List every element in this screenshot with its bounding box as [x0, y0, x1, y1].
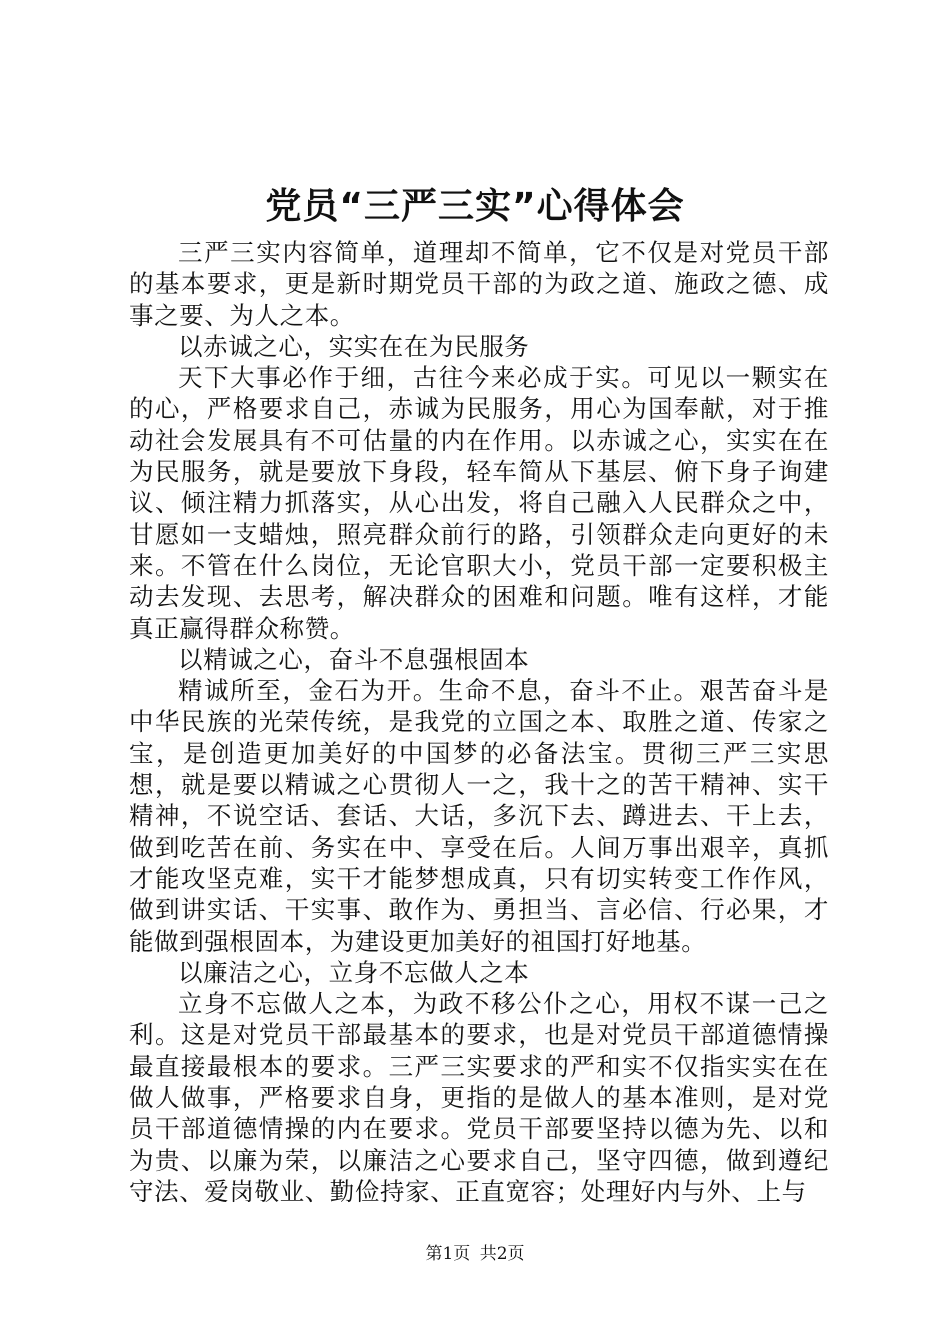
section-heading-1: 以赤诚之心，实实在在为民服务: [178, 331, 530, 361]
document-body: [129, 237, 829, 1207]
page-footer: [0, 1242, 950, 1266]
document-title: 党员“三严三实”心得体会: [265, 186, 685, 227]
section-heading-3: 以廉洁之心，立身不忘做人之本: [178, 957, 530, 987]
page-total: 共2页: [479, 1244, 525, 1264]
paragraph-section-1: 天下大事必作于细，古往今来必成于实。可见以一颗实在的心，严格要求自己，赤诚为民服务，用心为国奉献，对于推动社会发展具有不可估量的内在作用。以赤诚之心，实实在在为民服务，就是要放下身段，轻车简从下基层、俯下身子询建议、倾注精力抓落实，从心出发，将自己融入人民群众之中，甘愿如一支蜡烛，照亮群众前行的路，引领群众走向更好的未来。不管在什么岗位，无论官职大小，党员干部一定要积极主动去发现、去思考，解决群众的困难和问题。唯有这样，才能真正赢得群众称赞。: [129, 363, 829, 643]
paragraph-section-2: 精诚所至，金石为开。生命不息，奋斗不止。艰苦奋斗是中华民族的光荣传统，是我党的立国之本、取胜之道、传家之宝，是创造更加美好的中国梦的必备法宝。贯彻三严三实思想，就是要以精诚之心贯彻人一之，我十之的苦干精神、实干精神，不说空话、套话、大话，多沉下去、蹲进去、干上去，做到吃苦在前、务实在中、享受在后。人间万事出艰辛，真抓才能攻坚克难，实干才能梦想成真，只有切实转变工作作风，做到讲实话、干实事、敢作为、勇担当、言必信、行必果，才能做到强根固本，为建设更加美好的祖国打好地基。: [129, 676, 829, 956]
paragraph-intro: 三严三实内容简单，道理却不简单，它不仅是对党员干部的基本要求，更是新时期党员干部的为政之道、施政之德、成事之要、为人之本。: [129, 238, 829, 330]
section-heading-2: 以精诚之心，奋斗不息强根固本: [178, 644, 530, 674]
paragraph-section-3: 立身不忘做人之本，为政不移公仆之心，用权不谋一己之利。这是对党员干部最基本的要求，也是对党员干部道德情操最直接最根本的要求。三严三实要求的严和实不仅指实实在在做人做事，严格要求自身，更指的是做人的基本准则，是对党员干部道德情操的内在要求。党员干部要坚持以德为先、以和为贵、以廉为荣，以廉洁之心要求自己，坚守四德，做到遵纪守法、爱岗敬业、勤俭持家、正直宽容；处理好内与外、上与: [129, 989, 829, 1206]
page-number: 第1页: [425, 1244, 471, 1264]
